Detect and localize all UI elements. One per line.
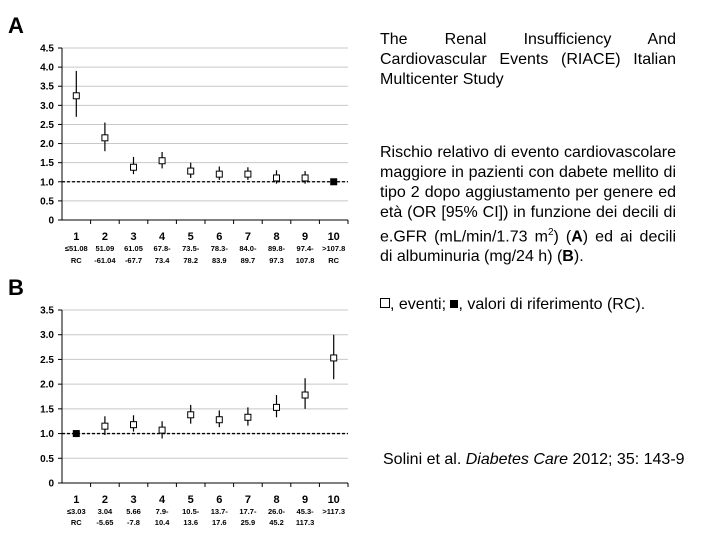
y-tick-label-a: 3.0 <box>40 100 54 112</box>
category-label-a: 7 <box>244 231 251 243</box>
category-label-a: 8 <box>273 231 280 243</box>
y-tick-label-a: 2.0 <box>40 139 54 151</box>
y-tick-label-a: 3.5 <box>40 81 54 93</box>
category-range-bottom-a: 73.4 <box>154 256 170 265</box>
desc-bold-b: B <box>562 248 574 266</box>
figure-description <box>380 143 676 267</box>
category-label-b: 5 <box>187 494 194 506</box>
desc-superscript: 2 <box>547 227 554 238</box>
category-range-top-a: 61.05 <box>124 244 143 253</box>
category-range-top-a: 51.09 <box>95 244 115 253</box>
category-range-top-b: 7.9- <box>155 507 169 516</box>
category-range-top-a: 89.8- <box>267 244 286 253</box>
category-label-b: 9 <box>302 494 309 506</box>
category-range-top-b: ≤3.03 <box>66 507 86 516</box>
category-range-bottom-b: 10.4 <box>154 518 170 527</box>
open-square-icon <box>380 298 390 308</box>
category-range-bottom-a: 78.2 <box>183 256 199 265</box>
category-range-top-b: 3.04 <box>97 507 113 516</box>
or-point-a <box>302 175 308 181</box>
category-range-top-a: 67.8- <box>153 244 171 253</box>
category-label-a: 10 <box>327 231 340 243</box>
y-tick-label-a: 0 <box>48 215 54 227</box>
text-column <box>380 30 676 349</box>
category-range-bottom-a: RC <box>328 256 340 265</box>
panel-letter-a: A <box>8 13 24 38</box>
y-tick-label-b: 1.0 <box>40 429 54 441</box>
or-point-b <box>216 417 222 423</box>
y-tick-label-b: 2.0 <box>40 379 54 391</box>
category-range-bottom-b: RC <box>70 518 82 527</box>
category-range-top-a: >107.8 <box>322 244 346 253</box>
category-label-b: 8 <box>273 494 280 506</box>
desc-text-3: ) ed ai decili di albuminuria (mg/24 h) ( <box>380 228 677 266</box>
desc-text-1: Rischio relativo di evento cardiovascolare maggiore in pazienti con dabete mellito di tipo 2 dopo aggiustamento per genere ed età (OR [95% CI]) in funzione dei decili di e.GFR (mL/min/1.73 m <box>380 144 676 246</box>
category-range-bottom-b: 45.2 <box>269 518 284 527</box>
legend-reference-text: , valori di riferimento (RC). <box>458 296 646 314</box>
category-range-bottom-b: 25.9 <box>240 518 256 527</box>
category-range-bottom-b: -5.65 <box>96 518 114 527</box>
category-range-top-b: 10.5- <box>182 507 200 516</box>
desc-text-4: ). <box>573 248 584 266</box>
category-range-top-b: >117.3 <box>322 507 346 516</box>
y-tick-label-b: 0 <box>48 478 54 490</box>
or-point-b <box>188 412 194 418</box>
or-point-b <box>245 414 251 420</box>
category-range-bottom-b: -7.8 <box>127 518 140 527</box>
or-point-a <box>73 93 79 99</box>
or-point-a <box>274 175 280 181</box>
category-range-top-a: 78.3- <box>210 244 228 253</box>
marker-legend <box>380 295 676 315</box>
category-range-bottom-b: 117.3 <box>295 518 315 527</box>
desc-text-2: ) ( <box>553 228 572 246</box>
category-range-top-b: 17.7- <box>239 507 257 516</box>
category-range-bottom-a: -61.04 <box>94 256 116 265</box>
category-label-a: 5 <box>187 231 194 243</box>
citation-journal: Diabetes Care <box>465 451 568 468</box>
category-label-a: 6 <box>216 231 223 243</box>
category-label-b: 3 <box>130 494 137 506</box>
category-label-a: 2 <box>101 231 108 243</box>
category-range-bottom-a: 89.7 <box>240 256 256 265</box>
y-tick-label-b: 3.0 <box>40 330 54 342</box>
or-point-b <box>274 404 280 410</box>
reference-point-b <box>73 431 79 437</box>
category-label-b: 7 <box>244 494 251 506</box>
category-label-b: 6 <box>216 494 223 506</box>
or-point-a <box>216 171 222 177</box>
citation-authors: Solini et al. <box>383 451 466 468</box>
y-tick-label-a: 2.5 <box>40 119 54 131</box>
category-range-top-b: 26.0- <box>267 507 286 516</box>
or-point-a <box>131 164 137 170</box>
category-label-b: 1 <box>73 494 80 506</box>
y-tick-label-b: 0.5 <box>40 453 54 465</box>
category-range-top-b: 13.7- <box>210 507 228 516</box>
or-point-b <box>102 423 108 429</box>
category-range-bottom-b: 13.6 <box>183 518 199 527</box>
y-tick-label-b: 1.5 <box>40 404 54 416</box>
category-range-top-b: 5.66 <box>126 507 141 516</box>
category-range-top-a: 84.0- <box>239 244 257 253</box>
legend-events-text: , eventi; <box>390 296 451 314</box>
y-tick-label-b: 3.5 <box>40 305 54 317</box>
y-tick-label-a: 1.0 <box>40 177 54 189</box>
study-title: The Renal Insufficiency And Cardiovascular Events (RIACE) Italian Multicenter Study <box>380 31 676 88</box>
y-tick-label-a: 0.5 <box>40 196 54 208</box>
citation-details: 2012; 35: 143-9 <box>568 451 685 468</box>
category-label-a: 3 <box>130 231 137 243</box>
or-point-a <box>159 158 165 164</box>
reference-point-a <box>331 179 337 185</box>
y-tick-label-a: 4.0 <box>40 62 54 74</box>
citation <box>383 451 685 469</box>
y-tick-label-a: 1.5 <box>40 158 54 170</box>
category-label-a: 9 <box>302 231 309 243</box>
or-point-b <box>131 422 137 428</box>
or-point-b <box>159 427 165 433</box>
category-range-bottom-a: RC <box>70 256 82 265</box>
or-point-b <box>331 355 337 361</box>
category-label-b: 10 <box>327 494 340 506</box>
category-label-a: 1 <box>73 231 80 243</box>
y-tick-label-a: 4.5 <box>40 43 54 55</box>
category-label-b: 4 <box>159 494 166 506</box>
category-range-bottom-a: 97.3 <box>269 256 284 265</box>
category-label-a: 4 <box>159 231 166 243</box>
category-range-bottom-b: 17.6 <box>211 518 227 527</box>
category-range-bottom-a: 83.9 <box>211 256 227 265</box>
category-range-bottom-a: -67.7 <box>124 256 143 265</box>
panel-letter-b: B <box>8 275 24 300</box>
category-range-top-b: 45.3- <box>296 507 314 516</box>
y-tick-label-b: 2.5 <box>40 354 54 366</box>
category-label-b: 2 <box>101 494 108 506</box>
desc-bold-a: A <box>571 228 583 246</box>
category-range-top-a: ≤51.08 <box>64 244 88 253</box>
category-range-top-a: 97.4- <box>296 244 314 253</box>
or-point-a <box>102 135 108 141</box>
category-range-top-a: 73.5- <box>182 244 200 253</box>
or-point-a <box>188 168 194 174</box>
or-point-b <box>302 392 308 398</box>
category-range-bottom-a: 107.8 <box>295 256 315 265</box>
or-point-a <box>245 171 251 177</box>
